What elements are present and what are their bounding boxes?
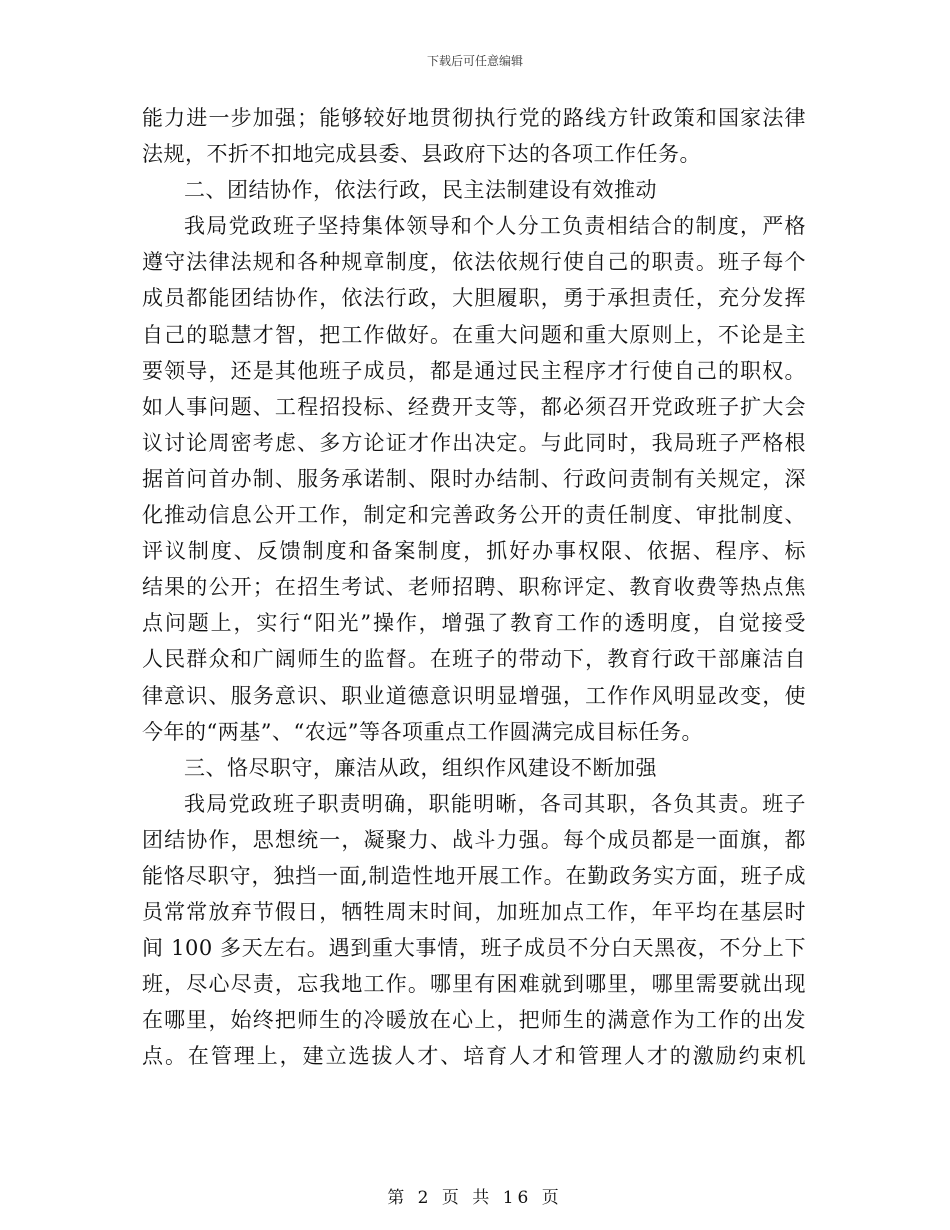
section-heading: 三、恪尽职守，廉洁从政，组织作风建设不断加强 [184, 755, 657, 780]
paragraph-line: 议讨论周密考虑、多方论证才作出决定。与此同时，我局班子严格根 [142, 430, 806, 455]
paragraph-line: 遵守法律法规和各种规章制度，依法依规行使自己的职责。班子每个 [142, 250, 806, 275]
document-body [142, 100, 806, 1075]
paragraph-line: 要领导，还是其他班子成员，都是通过民主程序才行使自己的职权。 [142, 358, 806, 383]
paragraph-line: 结果的公开；在招生考试、老师招聘、职称评定、教育收费等热点焦 [142, 575, 806, 600]
paragraph-line: 今年的“两基”、“农远”等各项重点工作圆满完成目标任务。 [142, 719, 703, 744]
paragraph-line: 点问题上，实行“阳光”操作，增强了教育工作的透明度，自觉接受 [142, 611, 806, 636]
section-heading: 二、团结协作，依法行政，民主法制建设有效推动 [184, 178, 657, 203]
paragraph-line: 点。在管理上，建立选拔人才、培育人才和管理人才的激励约束机 [142, 1044, 806, 1069]
paragraph-line: 据首问首办制、服务承诺制、限时办结制、行政问责制有关规定，深 [142, 466, 806, 491]
paragraph-line: 自己的聪慧才智，把工作做好。在重大问题和重大原则上，不论是主 [142, 322, 806, 347]
paragraph-line: 如人事问题、工程招投标、经费开支等，都必须召开党政班子扩大会 [142, 394, 806, 419]
paragraph-line: 能力进一步加强；能够较好地贯彻执行党的路线方针政策和国家法律 [142, 106, 806, 130]
paragraph-line: 我局党政班子职责明确，职能明晰，各司其职，各负其责。班子 [184, 791, 806, 816]
paragraph-line: 我局党政班子坚持集体领导和个人分工负责相结合的制度，严格 [184, 214, 806, 239]
paragraph-line: 评议制度、反馈制度和备案制度，抓好办事权限、依据、程序、标 [142, 539, 806, 564]
paragraph-line: 律意识、服务意识、职业道德意识明显增强，工作作风明显改变，使 [142, 683, 806, 708]
paragraph-line: 能恪尽职守，独挡一面,制造性地开展工作。在勤政务实方面，班子成 [142, 863, 806, 888]
paragraph-line: 法规，不折不扣地完成县委、县政府下达的各项工作任务。 [142, 142, 701, 167]
paragraph-line: 班，尽心尽责，忘我地工作。哪里有困难就到哪里，哪里需要就出现 [142, 972, 806, 997]
page-number-footer: 第 2 页 共 16 页 [387, 1188, 563, 1208]
paragraph-line: 化推动信息公开工作，制定和完善政务公开的责任制度、审批制度、 [142, 503, 806, 528]
paragraph-line: 在哪里，始终把师生的冷暖放在心上，把师生的满意作为工作的出发 [142, 1008, 806, 1033]
paragraph-line: 员常常放弃节假日，牺牲周末时间，加班加点工作，年平均在基层时 [142, 900, 806, 925]
paragraph-line: 间 100 多天左右。遇到重大事情，班子成员不分白天黑夜，不分上下 [142, 936, 806, 961]
paragraph-line: 人民群众和广阔师生的监督。在班子的带动下，教育行政干部廉洁自 [142, 647, 806, 672]
page-header: 下载后可任意编辑 [426, 54, 523, 68]
paragraph-line: 成员都能团结协作，依法行政，大胆履职，勇于承担责任，充分发挥 [142, 286, 806, 311]
paragraph-line: 团结协作，思想统一，凝聚力、战斗力强。每个成员都是一面旗，都 [142, 827, 806, 852]
